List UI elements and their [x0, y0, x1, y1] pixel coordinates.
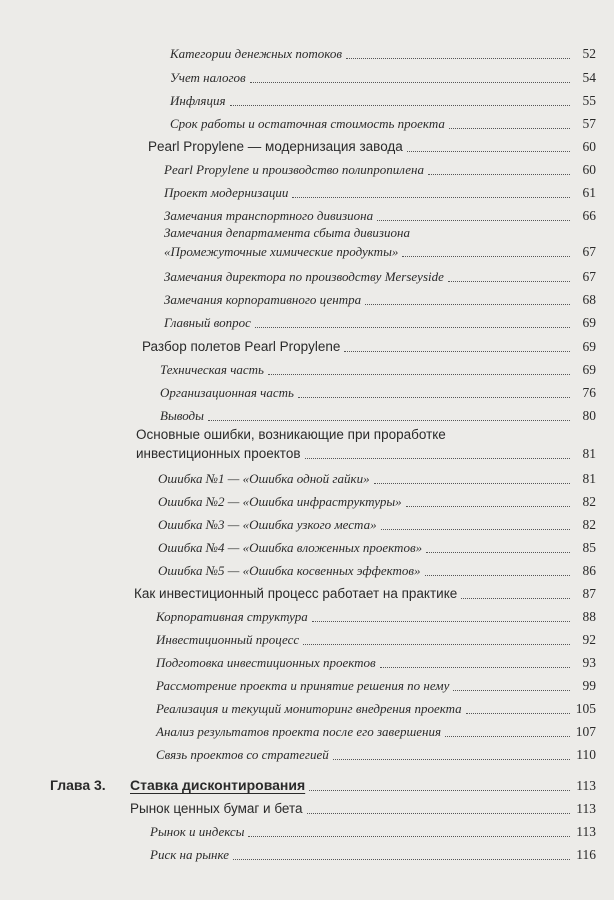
toc-entry — [164, 290, 596, 309]
toc-entry-title: Рассмотрение проекта и принятие решения по нему — [156, 678, 450, 693]
toc-section — [134, 584, 596, 603]
toc-entry-title: Инвестиционный процесс — [156, 632, 300, 647]
toc-entry — [164, 313, 596, 332]
dot-leader — [298, 397, 570, 398]
toc-entry — [170, 68, 596, 87]
toc-entry — [156, 630, 596, 649]
toc-entry-page: 81 — [582, 471, 596, 486]
toc-entry — [164, 183, 596, 202]
dot-leader — [208, 420, 570, 421]
chapter-number: Глава 3. — [50, 777, 106, 793]
toc-entry — [156, 607, 596, 626]
toc-entry-page: 66 — [582, 208, 596, 223]
toc-entry — [156, 722, 596, 741]
toc-entry-page: 82 — [582, 517, 596, 532]
toc-entry-title: Организационная часть — [160, 385, 294, 400]
toc-entry-title: Замечания транспортного дивизиона — [164, 208, 374, 223]
dot-leader — [312, 621, 570, 622]
toc-entry-page: 61 — [582, 185, 596, 200]
dot-leader — [406, 506, 570, 507]
toc-entry-title-line1: Замечания департамента сбыта дивизиона — [164, 225, 410, 240]
toc-entry-title: Ошибка №5 — «Ошибка косвенных эффектов» — [158, 563, 421, 578]
toc-entry-page: 80 — [582, 408, 596, 423]
toc-entry-page: 60 — [582, 162, 596, 177]
toc-entry-title: Ошибка №1 — «Ошибка одной гайки» — [158, 471, 370, 486]
toc-entry-title: Ошибка №2 — «Ошибка инфраструктуры» — [158, 494, 402, 509]
toc-entry — [160, 360, 596, 379]
toc-entry-page: 110 — [576, 747, 596, 762]
toc-entry-page: 81 — [582, 446, 596, 461]
toc-entry — [156, 653, 596, 672]
toc-section — [142, 337, 596, 356]
dot-leader — [292, 197, 570, 198]
toc-entry-page: 92 — [582, 632, 596, 647]
toc-entry — [150, 845, 596, 864]
dot-leader — [307, 813, 570, 814]
toc-entry-title: Проект модернизации — [164, 185, 289, 200]
toc-section-title: Рынок ценных бумаг и бета — [130, 801, 303, 816]
toc-section-title: Разбор полетов Pearl Propylene — [142, 339, 341, 354]
dot-leader — [426, 552, 570, 553]
toc-entry-page: 105 — [575, 701, 596, 716]
toc-entry — [160, 406, 596, 425]
toc-entry-title: Техническая часть — [160, 362, 264, 377]
dot-leader — [381, 529, 570, 530]
toc-entry — [160, 383, 596, 402]
toc-entry-title: Подготовка инвестиционных проектов — [156, 655, 376, 670]
dot-leader — [309, 790, 570, 791]
toc-entry-page: 88 — [582, 609, 596, 624]
toc-section-title: инвестиционных проектов — [136, 446, 301, 461]
toc-entry — [158, 515, 596, 534]
toc-chapter — [50, 776, 596, 795]
dot-leader — [255, 327, 570, 328]
dot-leader — [466, 713, 570, 714]
toc-entry — [158, 492, 596, 511]
toc-entry-page: 113 — [576, 824, 596, 839]
toc-entry-page: 86 — [582, 563, 596, 578]
toc-entry-title: Замечания корпоративного центра — [164, 292, 362, 307]
toc-entry-title: Инфляция — [170, 93, 226, 108]
dot-leader — [233, 859, 570, 860]
toc-entry-page: 69 — [582, 339, 596, 354]
toc-entry — [158, 469, 596, 488]
dot-leader — [402, 256, 570, 257]
toc-entry-title: Главный вопрос — [164, 315, 251, 330]
toc-entry-page: 116 — [576, 847, 596, 862]
toc-entry-page: 69 — [582, 362, 596, 377]
toc-entry-title: Замечания директора по производству Merseyside — [164, 269, 444, 284]
toc-entry-page: 60 — [582, 139, 596, 154]
toc-entry-page: 67 — [582, 244, 596, 259]
toc-entry-page: 55 — [582, 93, 596, 108]
toc-entry-title: Учет налогов — [170, 70, 246, 85]
toc-entry-page: 113 — [576, 778, 596, 793]
toc-entry — [156, 745, 596, 764]
toc-section-title: Как инвестиционный процесс работает на практике — [134, 586, 458, 601]
toc-entry-title: Срок работы и остаточная стоимость проекта — [170, 116, 445, 131]
dot-leader — [248, 836, 570, 837]
toc-entry-title: Ошибка №3 — «Ошибка узкого места» — [158, 517, 377, 532]
toc-entry-title: Риск на рынке — [150, 847, 230, 862]
dot-leader — [453, 690, 570, 691]
toc-entry-title: Выводы — [160, 408, 204, 423]
dot-leader — [377, 220, 570, 221]
toc-entry — [164, 160, 596, 179]
chapter-title: Ставка дисконтирования — [130, 777, 306, 793]
toc-entry-title: Ошибка №4 — «Ошибка вложенных проектов» — [158, 540, 423, 555]
toc-entry-page: 85 — [582, 540, 596, 555]
dot-leader — [230, 105, 571, 106]
toc-entry — [164, 223, 596, 261]
dot-leader — [380, 667, 570, 668]
toc-entry-page: 68 — [582, 292, 596, 307]
toc-entry-page: 52 — [582, 46, 596, 61]
toc-entry-page: 93 — [582, 655, 596, 670]
toc-entry — [170, 91, 596, 110]
dot-leader — [461, 598, 570, 599]
toc-section — [130, 799, 596, 818]
toc-entry-title: Корпоративная структура — [156, 609, 308, 624]
dot-leader — [448, 281, 570, 282]
toc-section — [148, 137, 596, 156]
toc-entry — [156, 699, 596, 718]
toc-entry — [150, 822, 596, 841]
toc-entry-title: Связь проектов со стратегией — [156, 747, 329, 762]
toc-entry — [158, 538, 596, 557]
toc-section — [136, 425, 596, 463]
toc-entry-page: 82 — [582, 494, 596, 509]
toc-section-title: Pearl Propylene — модернизация завода — [148, 139, 403, 154]
toc-entry — [170, 44, 596, 63]
toc-entry — [164, 267, 596, 286]
dot-leader — [428, 174, 570, 175]
dot-leader — [303, 644, 570, 645]
toc-entry-page: 69 — [582, 315, 596, 330]
toc-entry — [156, 676, 596, 695]
toc-entry-page: 99 — [582, 678, 596, 693]
toc-entry-title: Реализация и текущий мониторинг внедрения проекта — [156, 701, 462, 716]
toc-entry-page: 76 — [582, 385, 596, 400]
dot-leader — [425, 575, 570, 576]
dot-leader — [365, 304, 570, 305]
toc-entry-page: 57 — [582, 116, 596, 131]
toc-section-title-line1: Основные ошибки, возникающие при проработке — [136, 427, 446, 442]
toc-entry-title: Рынок и индексы — [150, 824, 245, 839]
dot-leader — [268, 374, 570, 375]
toc-entry-page: 113 — [576, 801, 596, 816]
toc-entry-title: Pearl Propylene и производство полипропилена — [164, 162, 424, 177]
dot-leader — [407, 151, 570, 152]
dot-leader — [333, 759, 570, 760]
toc-entry-page: 67 — [582, 269, 596, 284]
dot-leader — [305, 458, 571, 459]
toc-entry-page: 54 — [582, 70, 596, 85]
dot-leader — [449, 128, 570, 129]
dot-leader — [346, 58, 570, 59]
dot-leader — [250, 82, 570, 83]
dot-leader — [374, 483, 570, 484]
toc-entry-title: «Промежуточные химические продукты» — [164, 244, 399, 259]
toc-entry-page: 87 — [582, 586, 596, 601]
toc-entry-page: 107 — [575, 724, 596, 739]
toc-entry — [170, 114, 596, 133]
toc-entry-title: Анализ результатов проекта после его завершения — [156, 724, 442, 739]
toc-entry — [158, 561, 596, 580]
toc-entry-title: Категории денежных потоков — [170, 46, 342, 61]
dot-leader — [344, 351, 570, 352]
dot-leader — [445, 736, 570, 737]
